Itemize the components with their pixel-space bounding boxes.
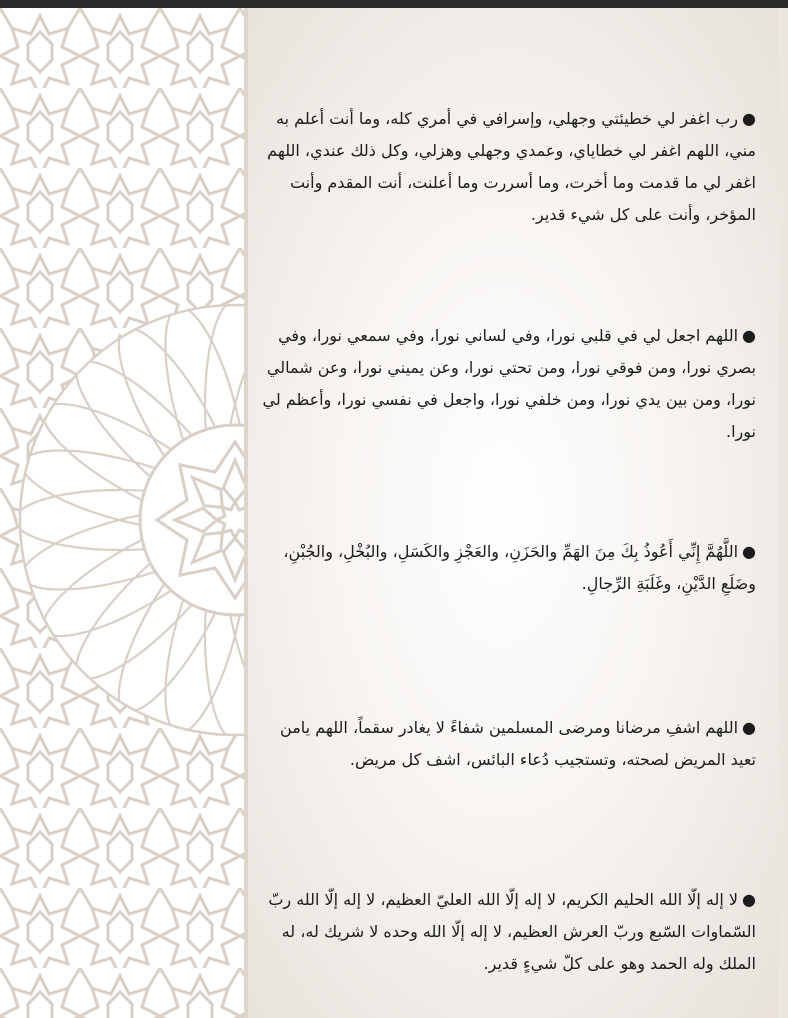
dua-item (256, 712, 756, 776)
bullet-icon: ● (742, 326, 756, 345)
dua-item (256, 103, 756, 231)
dua-item (256, 320, 756, 448)
dua-text: لا إله إلّا الله الحليم الكريم، لا إله إلّا الله العليّ العظيم، لا إله إلّا الله ربّ السّماوات السّبع وربّ العرش العظيم، لا إله إلّا الله وحده لا شريك له، له الملك وله الحمد وهو على كلّ شيءٍ قدير. (268, 890, 756, 973)
dua-item (256, 884, 756, 980)
islamic-pattern-decoration (0, 8, 248, 1018)
bullet-icon: ● (742, 718, 756, 737)
dua-text: اللهم اشفِ مرضانا ومرضى المسلمين شفاءً لا يغادر سقماً، اللهم يامن تعيد المريض لصحته، وتستجيب دُعاء البائس، اشف كل مريض. (280, 718, 756, 769)
bullet-icon: ● (742, 890, 756, 909)
geometric-pattern-graphic (0, 8, 248, 1018)
right-edge-strip (778, 8, 788, 1018)
top-bar (0, 0, 788, 8)
content-panel (248, 8, 778, 1018)
bullet-icon: ● (742, 109, 756, 128)
dua-text: اللهم اجعل لي في قلبي نورا، وفي لساني نورا، وفي سمعي نورا، وفي بصري نورا، ومن فوقي نورا، ومن تحتي نورا، وعن يميني نورا، وعن شمالي نورا، ومن بين يدي نورا، ومن خلفي نورا، واجعل في نفسي نورا، وأعظم لي نورا. (262, 326, 756, 441)
dua-item (256, 536, 756, 600)
dua-text: اللَّهُمَّ إِنِّي أَعُوذُ بِكَ مِنَ الهَمِّ والحَزَنِ، والعَجْزِ والكَسَلِ، والبُخْلِ، والجُبْنِ، وضَلَعِ الدَّيْنِ، وغَلَبَةِ الرِّجالِ. (283, 542, 756, 593)
dua-text: رب اغفر لي خطيئتي وجهلي، وإسرافي في أمري كله، وما أنت أعلم به مني، اللهم اغفر لي خطاياي، وعمدي وجهلي وهزلي، وكل ذلك عندي، اللهم اغفر لي ما قدمت وما أخرت، وما أسررت وما أعلنت، أنت المقدم وأنت المؤخر، وأنت على كل شيء قدير. (267, 109, 756, 224)
bullet-icon: ● (742, 542, 756, 561)
